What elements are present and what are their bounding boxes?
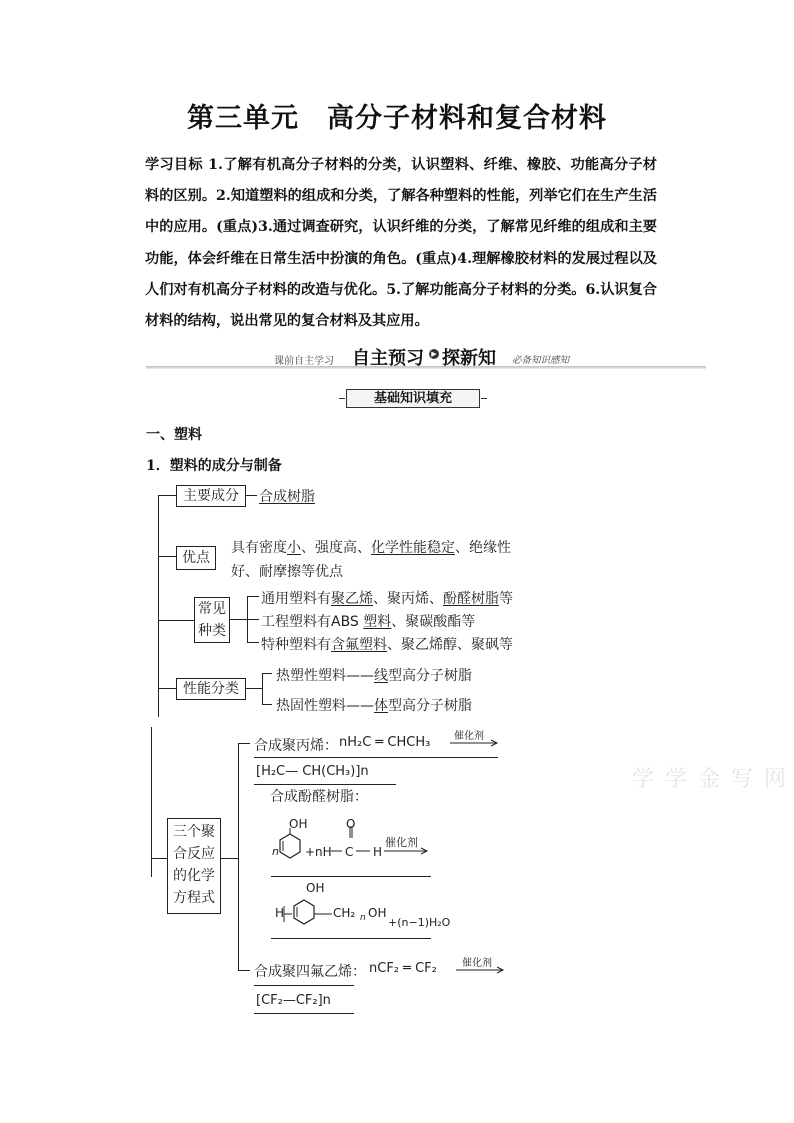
pf-product-h: H	[275, 906, 285, 920]
pp-catalyst: 催化剂	[454, 731, 484, 742]
connector-line	[245, 495, 257, 496]
types-brace-top	[247, 596, 259, 597]
answer-line	[254, 784, 396, 785]
reactions-brace-mid	[220, 858, 238, 859]
advantages-line-2: 好、耐摩擦等优点	[231, 564, 343, 580]
pp-label: 合成聚丙烯：	[254, 738, 338, 754]
pf-product-oh: OH	[306, 881, 325, 895]
types-row-2: 工程塑料有ABS 塑料、聚碳酸酯等	[261, 614, 476, 630]
answer-line	[271, 938, 431, 939]
heading-plastics: 一、塑料	[146, 427, 202, 443]
benzene-ring-icon	[280, 826, 440, 866]
reactions-brace-top	[238, 743, 250, 744]
ptfe-catalyst: 催化剂	[462, 958, 492, 969]
types-row-3: 特种塑料有含氟塑料、聚乙烯醇、聚砜等	[261, 637, 513, 653]
main-component-box: 主要成分	[176, 485, 246, 507]
pp-equation: nH₂C ═ CHCH₃	[339, 735, 431, 750]
pf-product-ch2: CH₂	[333, 906, 356, 920]
ptfe-product: [CF₂—CF₂]n	[256, 993, 331, 1008]
section-box: 基础知识填充	[346, 389, 480, 408]
advantages-box: 优点	[176, 546, 216, 570]
pf-product-oh2: OH	[368, 906, 387, 920]
pf-water: +(n−1)H₂O	[388, 916, 451, 929]
banner-left-text: 课前自主学习	[274, 356, 334, 367]
performance-row-2: 热固性塑料——体型高分子树脂	[276, 698, 472, 714]
reactions-brace-bot	[238, 970, 250, 971]
main-component-value: 合成树脂	[259, 489, 315, 505]
goals-text: 1.了解有机高分子材料的分类，认识塑料、纤维、橡胶、功能高分子材料的区别。2.知道塑料的组成和分类，了解各种塑料的性能，列举它们在生产生活中的应用。(重点)3.通过调查研究，认识纤维的分类，了解常见纤维的组成和主要功能，体会纤维在日常生活中扮演的角色。(重点)4.理解橡胶材料的发展过程以及人们对有机高分子材料的改造与优化。5.了解功能高分子材料的分类。6.认识复合材料的结构，说出常见的复合材料及其应用。	[145, 157, 657, 330]
learning-goals	[145, 150, 657, 337]
answer-line	[271, 876, 431, 877]
reaction-arrow-icon	[450, 740, 500, 748]
branch-line	[158, 688, 176, 689]
types-row-1: 通用塑料有聚乙烯、聚丙烯、酚醛树脂等	[261, 591, 513, 607]
perf-brace	[262, 673, 263, 704]
ptfe-equation: nCF₂ ═ CF₂	[369, 961, 437, 976]
heading-composition: 1．塑料的成分与制备	[146, 458, 282, 474]
types-brace-bot	[247, 642, 259, 643]
banner-bar	[146, 366, 706, 369]
pf-o: O	[346, 817, 356, 831]
pf-oh: OH	[289, 817, 308, 831]
pf-label: 合成酚醛树脂：	[270, 789, 368, 805]
reaction-branch	[151, 858, 167, 859]
pf-n: n	[272, 845, 279, 858]
trunk-line	[158, 495, 159, 717]
banner-right-text: 必备知识感知	[512, 355, 570, 366]
page-title: 第三单元 高分子材料和复合材料	[187, 103, 607, 134]
answer-line	[254, 757, 498, 758]
answer-line	[254, 1013, 354, 1014]
answer-line	[254, 985, 354, 986]
types-brace-mid	[229, 619, 259, 620]
perf-brace-mid	[245, 688, 262, 689]
types-box: 常见 种类	[194, 597, 230, 643]
reaction-trunk-line	[151, 727, 152, 877]
goals-label: 学习目标	[145, 157, 203, 173]
perf-brace-bot	[262, 704, 272, 705]
reactions-brace	[238, 743, 239, 971]
reactions-box: 三个聚 合反应 的化学 方程式	[167, 818, 221, 914]
advantages-line-1: 具有密度小、强度高、化学性能稳定、绝缘性	[231, 540, 511, 556]
reaction-arrow-icon	[456, 967, 508, 975]
banner-title-1: 自主预习	[352, 348, 424, 369]
pf-product-n: n	[360, 913, 366, 923]
banner-title-2: 探新知	[442, 348, 496, 369]
performance-row-1: 热塑性塑料——线型高分子树脂	[276, 668, 472, 684]
perf-brace-top	[262, 673, 272, 674]
branch-line	[158, 495, 176, 496]
ptfe-label: 合成聚四氟乙烯：	[254, 964, 366, 980]
pp-product: [H₂C— CH(CH₃)]n	[256, 764, 369, 779]
branch-line	[158, 620, 194, 621]
section-banner	[146, 344, 706, 370]
brace-line	[215, 546, 216, 568]
performance-box: 性能分类	[176, 678, 246, 700]
pf-catalyst: 催化剂	[385, 836, 418, 849]
watermark: 学 学 金 写 网	[632, 767, 788, 792]
pf-c: C	[345, 845, 354, 859]
branch-line	[158, 556, 176, 557]
pf-h: H	[373, 845, 383, 859]
arrow-icon: ▶	[429, 349, 439, 359]
pf-plus-nh: +nH	[305, 845, 332, 859]
